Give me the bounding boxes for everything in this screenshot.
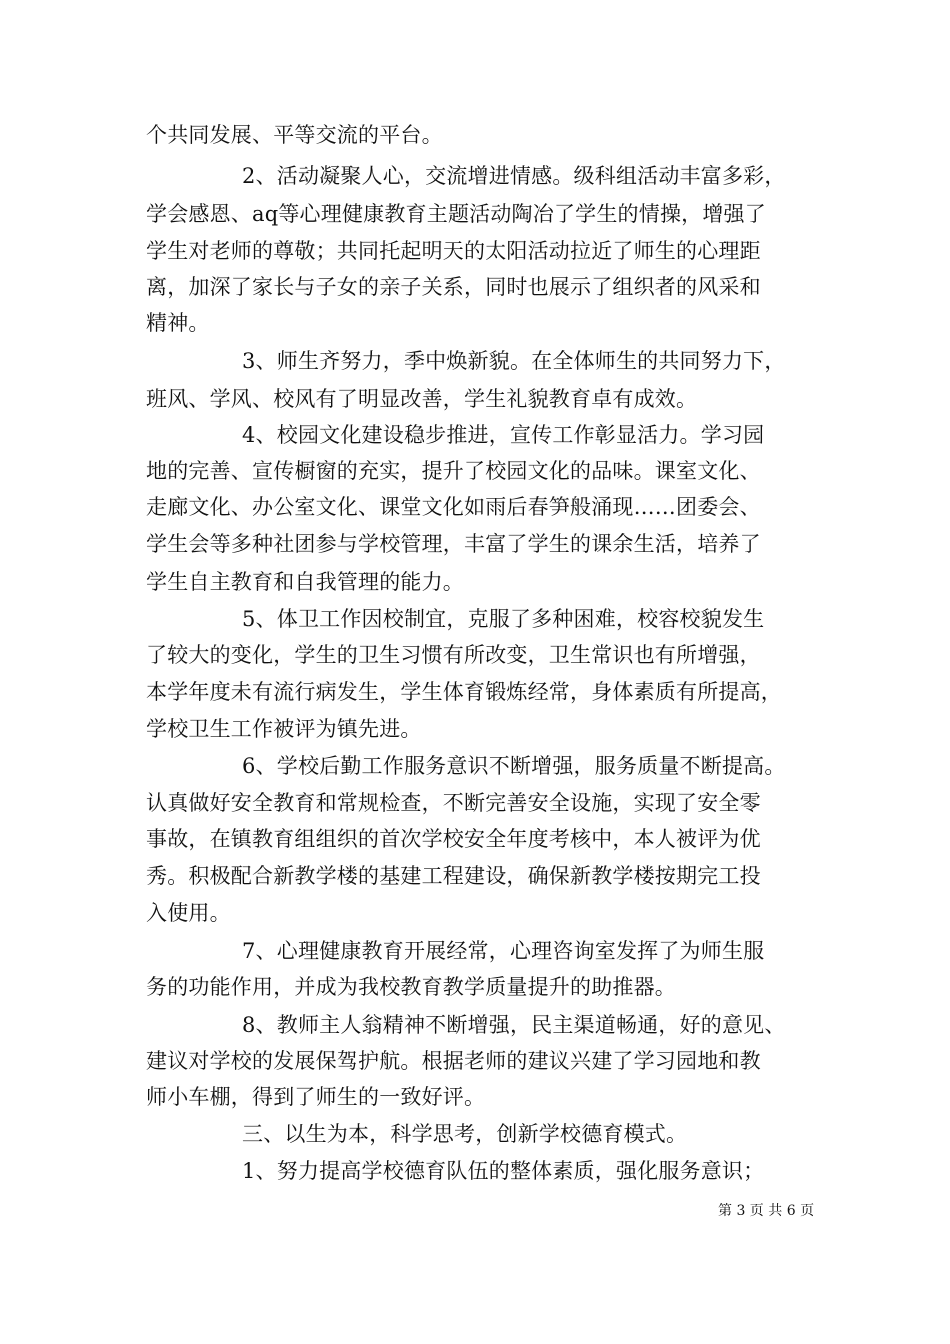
text-line: 务的功能作用，并成为我校教育教学质量提升的助推器。 <box>146 975 676 999</box>
text-line: 走廊文化、办公室文化、课堂文化如雨后春笋般涌现……团委会、 <box>146 495 761 519</box>
text-line: 离，加深了家长与子女的亲子关系，同时也展示了组织者的风采和 <box>146 275 761 299</box>
text-line: 4、校园文化建设稳步推进，宣传工作彰显活力。学习园 <box>242 423 765 447</box>
text-line: 3、师生齐努力，季中焕新貌。在全体师生的共同努力下， <box>242 349 786 373</box>
section-heading: 三、以生为本，科学思考，创新学校德育模式。 <box>242 1122 688 1146</box>
text-line: 学生对老师的尊敬；共同托起明天的太阳活动拉近了师生的心理距 <box>146 239 761 263</box>
text-line: 事故，在镇教育组组织的首次学校安全年度考核中，本人被评为优 <box>146 827 761 851</box>
text-line: 师小车棚，得到了师生的一致好评。 <box>146 1085 486 1109</box>
text-line: 6、学校后勤工作服务意识不断增强，服务质量不断提高。 <box>242 754 786 778</box>
text-line: 了较大的变化，学生的卫生习惯有所改变，卫生常识也有所增强， <box>146 643 761 667</box>
text-line: 秀。积极配合新教学楼的基建工程建设，确保新教学楼按期完工投 <box>146 864 761 888</box>
text-line: 地的完善、宣传橱窗的充实，提升了校园文化的品味。课室文化、 <box>146 459 761 483</box>
text-line: 学生自主教育和自我管理的能力。 <box>146 570 464 594</box>
text-line: 学生会等多种社团参与学校管理，丰富了学生的课余生活，培养了 <box>146 532 761 556</box>
text-line: 认真做好安全教育和常规检查，不断完善安全设施，实现了安全零 <box>146 791 761 815</box>
text-line: 入使用。 <box>146 901 231 925</box>
text-line: 精神。 <box>146 311 210 335</box>
text-line: 本学年度未有流行病发生，学生体育锻炼经常，身体素质有所提高， <box>146 680 782 704</box>
text-line: 个共同发展、平等交流的平台。 <box>146 123 443 147</box>
text-line: 建议对学校的发展保驾护航。根据老师的建议兴建了学习园地和教 <box>146 1049 761 1073</box>
text-line: 5、体卫工作因校制宜，克服了多种困难，校容校貌发生 <box>242 607 765 631</box>
text-line: 8、教师主人翁精神不断增强，民主渠道畅通，好的意见、 <box>242 1013 786 1037</box>
text-line: 班风、学风、校风有了明显改善，学生礼貌教育卓有成效。 <box>146 387 698 411</box>
page-number: 第 3 页 共 6 页 <box>718 1203 815 1219</box>
text-line: 学校卫生工作被评为镇先进。 <box>146 717 422 741</box>
text-line: 2、活动凝聚人心，交流增进情感。级科组活动丰富多彩， <box>242 164 786 188</box>
text-line: 学会感恩、aq等心理健康教育主题活动陶冶了学生的情操，增强了 <box>146 202 766 226</box>
text-line: 7、心理健康教育开展经常，心理咨询室发挥了为师生服 <box>242 939 765 963</box>
text-line: 1、努力提高学校德育队伍的整体素质，强化服务意识； <box>242 1159 765 1183</box>
